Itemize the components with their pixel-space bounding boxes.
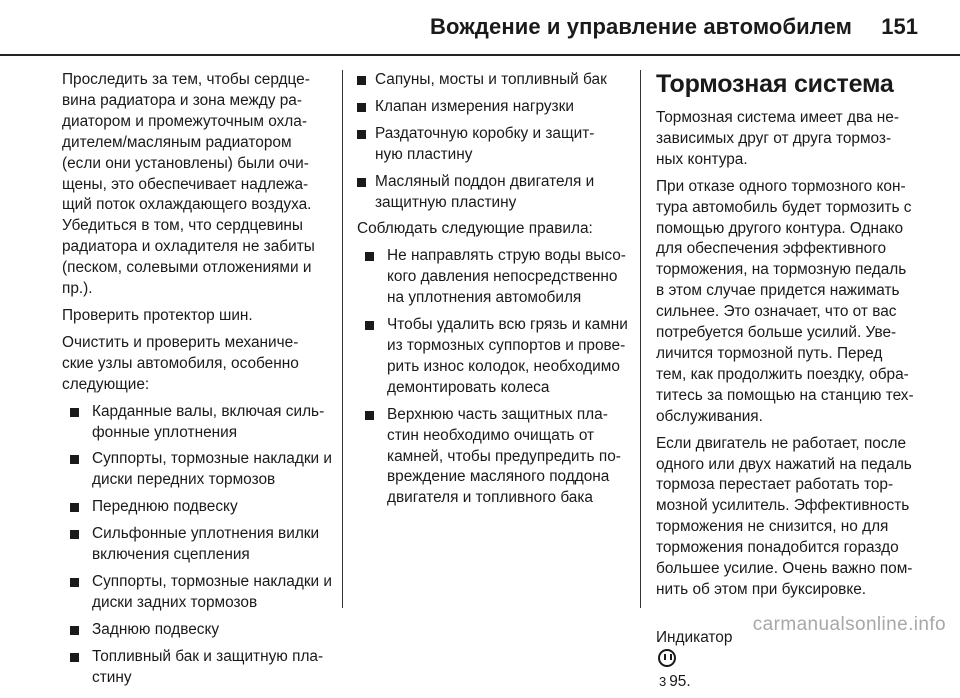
page-header xyxy=(0,0,960,58)
list-item: Карданные валы, включая силь- фонные уплотнения xyxy=(70,402,334,444)
square-bullet-icon xyxy=(365,252,374,261)
list-item: Клапан измерения нагрузки xyxy=(357,97,629,118)
mechanical-parts-list-continued xyxy=(357,70,629,213)
square-bullet-icon xyxy=(70,455,79,464)
list-item: Заднюю подвеску xyxy=(70,620,334,641)
square-bullet-icon xyxy=(357,178,366,187)
list-item: Сильфонные уплотнения вилки включения сцепления xyxy=(70,524,334,566)
cleaning-rules-list xyxy=(365,246,629,509)
page-reference-icon: 3 xyxy=(659,673,667,689)
square-bullet-icon xyxy=(357,103,366,112)
column-left xyxy=(62,70,334,694)
list-item: Масляный поддон двигателя и защитную пластину xyxy=(357,172,629,214)
watermark: carmanualsonline.info xyxy=(752,614,946,635)
page-number: 151 xyxy=(881,14,918,39)
square-bullet-icon xyxy=(70,408,79,417)
section-heading: Тормозная система xyxy=(656,70,894,98)
column-right xyxy=(656,70,926,698)
rules-intro-paragraph: Соблюдать следующие правила: xyxy=(357,220,593,238)
column-middle xyxy=(357,70,629,515)
list-item: Суппорты, тормозные накладки и диски задних тормозов xyxy=(70,572,334,614)
column-divider xyxy=(342,70,343,608)
list-item: Переднюю подвеску xyxy=(70,497,334,518)
brake-circuits-paragraph: Тормозная система имеет два не- зависимых друг от друга тормоз- ных контура. xyxy=(656,109,899,168)
square-bullet-icon xyxy=(70,653,79,662)
radiator-cleaning-paragraph: Проследить за тем, чтобы сердце- вина радиатора и зона между ра- диатором и промежуточным охла- дителем/масляным радиатором (если они установлены) были очи- щены, это обеспечивает надлежа- щий поток охлаждающего воздуха. Убедиться в том, что сердцевины радиатора и охладителя не забиты (песком, солевыми отложениями и пр.). xyxy=(62,71,315,298)
tire-check-paragraph: Проверить протектор шин. xyxy=(62,306,253,324)
square-bullet-icon xyxy=(70,578,79,587)
reference-page-link[interactable]: 95. xyxy=(669,672,691,690)
indicator-reference: Индикатор 3 95. xyxy=(656,628,733,690)
list-item: Топливный бак и защитную пла- стину xyxy=(70,647,334,689)
circuit-failure-paragraph: При отказе одного тормозного кон- тура автомобиль будет тормозить с помощью другого контура. Однако для обеспечения эффективного торможения, на тормозную педаль в этом случае придется нажимать сильнее. Это означает, что от вас потребуется больше усилий. Уве- личится тормозной путь. Перед тем, как продолжить поездку, обра- титесь за помощью на станцию тех- обслуживания. xyxy=(656,177,914,425)
square-bullet-icon xyxy=(70,626,79,635)
list-item: Верхнюю часть защитных пла- стин необходимо очищать от камней, чтобы предупредить по- вреждение масляного поддона двигателя и топливного бака xyxy=(365,405,629,510)
list-item: Чтобы удалить всю грязь и камни из тормозных суппортов и прове- рить износ колодок, необходимо демонтировать колеса xyxy=(365,315,629,399)
column-divider xyxy=(640,70,641,608)
mechanical-check-paragraph: Очистить и проверить механиче- ские узлы автомобиля, особенно следующие: xyxy=(62,333,299,393)
mechanical-parts-list xyxy=(70,402,334,689)
square-bullet-icon xyxy=(357,76,366,85)
list-item: Раздаточную коробку и защит- ную пластину xyxy=(357,124,629,166)
chapter-title: Вождение и управление автомобилем xyxy=(430,14,852,39)
header-divider xyxy=(0,54,960,56)
list-item: Суппорты, тормозные накладки и диски передних тормозов xyxy=(70,449,334,491)
square-bullet-icon xyxy=(365,411,374,420)
square-bullet-icon xyxy=(365,321,374,330)
list-item: Не направлять струю воды высо- кого давления непосредственно на уплотнения автомобиля xyxy=(365,246,629,309)
brake-warning-icon xyxy=(658,649,676,667)
square-bullet-icon xyxy=(70,503,79,512)
list-item: Сапуны, мосты и топливный бак xyxy=(357,70,629,91)
engine-off-paragraph: Если двигатель не работает, после одного или двух нажатий на педаль тормоза перестает работать тор- мозной усилитель. Эффективность торможения не снизится, но для торможения понадобится гораздо большее усилие. Очень важно пом- нить об этом при буксировке. xyxy=(656,434,913,598)
square-bullet-icon xyxy=(70,530,79,539)
square-bullet-icon xyxy=(357,130,366,139)
